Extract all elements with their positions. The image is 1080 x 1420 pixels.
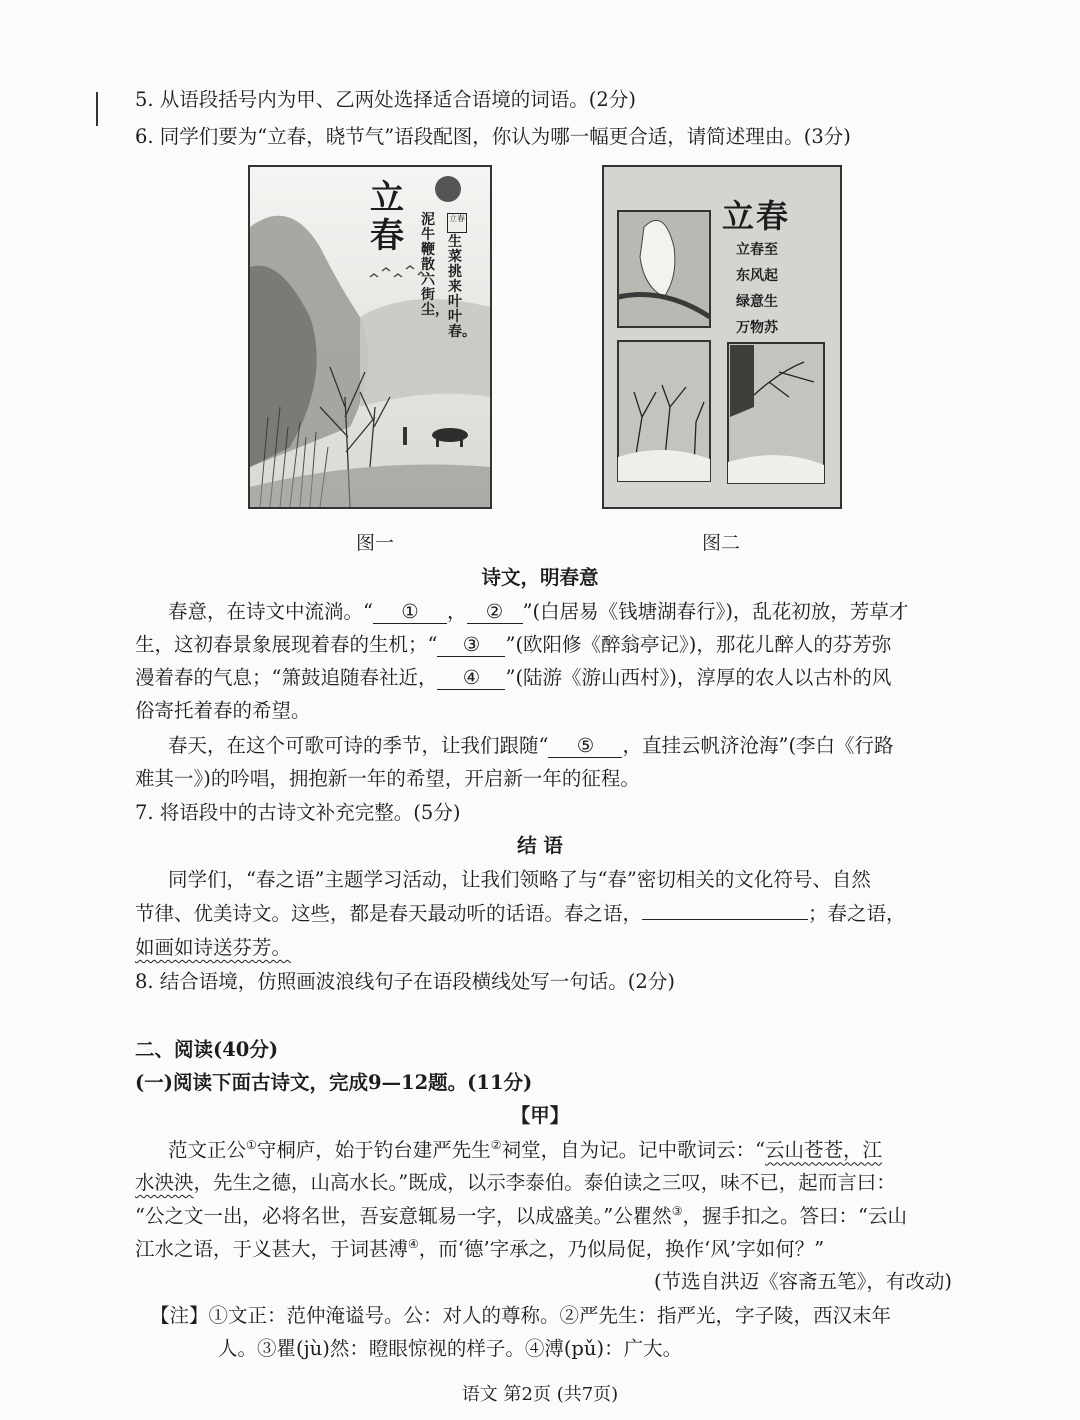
note-ref-2: ② <box>490 1138 502 1152</box>
blank-4[interactable]: ④ <box>437 666 505 690</box>
poetry-paragraph-line-2: 生，这初春景象展现着春的生机；“ ③ ”(欧阳修《醉翁亭记》)，那花儿醉人的芬芳弥 <box>135 633 892 656</box>
blank-1[interactable]: ① <box>373 600 447 624</box>
annotation-line-1: 【注】①文正：范仲淹谥号。公：对人的尊称。②严先生：指严光，字子陵，西汉末年 <box>150 1304 892 1327</box>
figure-1-caption: 图一 <box>356 532 395 554</box>
poetry-paragraph-line-1: 春意，在诗文中流淌。“ ① ， ② ”(白居易《钱塘湖春行》)，乱花初放，芳草才 <box>168 600 909 623</box>
conclusion-line-2: 节律、优美诗文。这些，都是春天最动听的话语。春之语， ；春之语， <box>135 902 906 925</box>
text-jia-label: 【甲】 <box>510 1104 570 1127</box>
classical-text-line-2: 水泱泱，先生之德，山高水长。”既成，以示李泰伯。泰伯读之三叹，味不已，起而言曰： <box>135 1171 896 1194</box>
note-ref-1: ① <box>246 1138 257 1152</box>
classical-text-line-4: 江水之语，于义甚大，于词甚溥④，而‘德’字承之，乃似局促，换作‘风’字如何？” <box>135 1237 825 1261</box>
conclusion-line-1: 同学们，“春之语”主题学习活动，让我们领略了与“春”密切相关的文化符号、自然 <box>168 868 871 891</box>
figure-1-poem-line-1: 泥牛鞭散六街尘， <box>421 212 449 318</box>
reading-subheader: (一)阅读下面古诗文，完成9—12题。(11分) <box>135 1071 533 1094</box>
figure-2-verse-1: 立春至 <box>736 242 778 258</box>
wavy-phrase-1: 云山苍苍，江 <box>765 1138 883 1162</box>
conclusion-wavy-sentence: 如画如诗送芬芳。 <box>135 936 292 959</box>
source-citation: (节选自洪迈《容斋五笔》，有改动) <box>654 1270 952 1293</box>
figure-1-image <box>248 165 492 509</box>
page-footer: 语文 第2页 (共7页) <box>461 1384 619 1405</box>
section-title-conclusion: 结 语 <box>517 834 563 857</box>
figure-1-title: 立 春 <box>370 178 404 256</box>
question-5: 5. 从语段括号内为甲、乙两处选择适合语境的词语。(2分) <box>135 88 636 111</box>
poetry-paragraph2-line-1: 春天，在这个可歌可诗的季节，让我们跟随“ ⑤ ，直挂云帆济沧海”(李白《行路 <box>168 734 894 757</box>
annotation-line-2: 人。③瞿(jù)然：瞪眼惊视的样子。④溥(pǔ)：广大。 <box>218 1337 683 1360</box>
figure-2-verse-4: 万物苏 <box>736 320 778 336</box>
note-ref-4: ④ <box>408 1237 419 1251</box>
wavy-phrase-2: 水泱泱 <box>135 1171 194 1194</box>
classical-text-line-1: 范文正公①守桐庐，始于钓台建严先生②祠堂，自为记。记中歌词云：“云山苍苍，江 <box>168 1138 883 1162</box>
note-ref-3: ③ <box>671 1204 683 1218</box>
figure-2-caption: 图二 <box>702 532 741 554</box>
question-6: 6. 同学们要为“立春，晓节气”语段配图，你认为哪一幅更合适，请简述理由。(3分) <box>135 125 851 148</box>
section-title-poetry: 诗文，明春意 <box>481 566 599 589</box>
poetry-paragraph-line-4: 俗寄托着春的希望。 <box>135 699 311 722</box>
reading-header: 二、阅读(40分) <box>135 1038 279 1061</box>
blank-answer[interactable] <box>642 919 808 920</box>
blank-5[interactable]: ⑤ <box>548 734 622 758</box>
blank-3[interactable]: ③ <box>437 633 505 657</box>
poetry-paragraph2-line-2: 难其一》)的吟唱，拥抱新一年的希望，开启新一年的征程。 <box>135 767 640 790</box>
question-8: 8. 结合语境，仿照画波浪线句子在语段横线处写一句话。(2分) <box>135 970 675 993</box>
classical-text-line-3: “公之文一出，必将名世，吾妄意辄易一字，以成盛美。”公瞿然③，握手扣之。答曰：“云山 <box>135 1204 907 1228</box>
figure-2-title: 立春 <box>722 197 791 235</box>
figure-1-poem-line-2: 生菜挑来叶叶春。 <box>448 234 476 340</box>
figure-1-seal: 立春 <box>447 213 467 233</box>
margin-mark <box>96 92 98 126</box>
question-7: 7. 将语段中的古诗文补充完整。(5分) <box>135 801 461 824</box>
figure-2-verse-2: 东风起 <box>736 268 778 284</box>
figure-2-image <box>602 165 842 509</box>
figure-2-verse-3: 绿意生 <box>736 294 778 310</box>
poetry-paragraph-line-3: 漫着春的气息；“箫鼓追随春社近， ④ ”(陆游《游山西村》)，淳厚的农人以古朴的风 <box>135 666 892 689</box>
figure-2-verses <box>736 237 778 341</box>
blank-2[interactable]: ② <box>467 600 523 624</box>
